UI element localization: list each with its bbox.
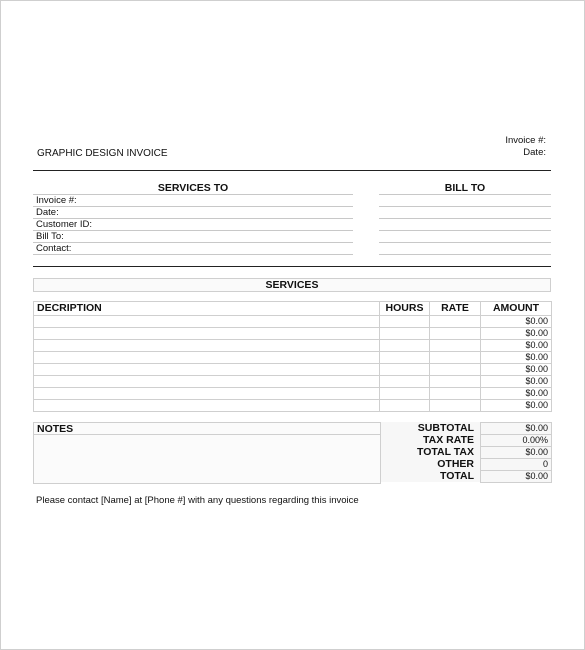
section-divider	[33, 266, 551, 267]
divider	[379, 206, 551, 207]
total-tax-label: TOTAL TAX	[417, 446, 474, 458]
table-row	[34, 316, 552, 328]
table-row	[34, 376, 552, 388]
table-row	[34, 364, 552, 376]
other-value: 0	[480, 458, 552, 471]
other-label: OTHER	[437, 458, 474, 470]
bill-to-heading: BILL TO	[444, 182, 486, 194]
amount-cell: $0.00	[481, 328, 552, 340]
column-hours: HOURS	[380, 302, 430, 316]
document-title: GRAPHIC DESIGN INVOICE	[37, 148, 168, 159]
divider	[33, 242, 353, 243]
amount-cell: $0.00	[481, 376, 552, 388]
table-row	[34, 400, 552, 412]
amount-cell: $0.00	[481, 340, 552, 352]
amount-cell: $0.00	[481, 388, 552, 400]
table-row	[34, 388, 552, 400]
notes-heading: NOTES	[34, 423, 380, 435]
header-date-label: Date:	[523, 147, 546, 158]
table-row	[34, 352, 552, 364]
tax-rate-value: 0.00%	[480, 434, 552, 447]
header-divider	[33, 170, 551, 171]
divider	[379, 230, 551, 231]
divider	[379, 218, 551, 219]
subtotal-label: SUBTOTAL	[417, 422, 474, 434]
services-to-heading: SERVICES TO	[157, 182, 229, 194]
column-description: DECRIPTION	[34, 302, 380, 316]
tax-rate-label: TAX RATE	[423, 434, 474, 446]
total-value: $0.00	[480, 470, 552, 483]
notes-box	[33, 422, 381, 484]
total-label: TOTAL	[439, 470, 474, 482]
divider	[379, 194, 551, 195]
divider	[33, 254, 353, 255]
table-row	[34, 328, 552, 340]
divider	[379, 242, 551, 243]
header-invoice-label: Invoice #:	[505, 135, 546, 146]
column-amount: AMOUNT	[481, 302, 552, 316]
amount-cell: $0.00	[481, 400, 552, 412]
field-date: Date:	[36, 207, 59, 218]
divider	[33, 230, 353, 231]
subtotal-value: $0.00	[480, 422, 552, 435]
services-heading: SERVICES	[33, 278, 551, 292]
field-bill-to: Bill To:	[36, 231, 64, 242]
field-customer-id: Customer ID:	[36, 219, 92, 230]
total-tax-value: $0.00	[480, 446, 552, 459]
table-header-row	[34, 302, 552, 316]
field-contact: Contact:	[36, 243, 72, 254]
amount-cell: $0.00	[481, 316, 552, 328]
table-row	[34, 340, 552, 352]
amount-cell: $0.00	[481, 352, 552, 364]
divider	[33, 206, 353, 207]
divider	[379, 254, 551, 255]
services-table	[33, 301, 552, 412]
field-invoice-number: Invoice #:	[36, 195, 77, 206]
divider	[33, 194, 353, 195]
column-rate: RATE	[430, 302, 481, 316]
contact-note: Please contact [Name] at [Phone #] with any questions regarding this invoice	[36, 495, 359, 506]
amount-cell: $0.00	[481, 364, 552, 376]
